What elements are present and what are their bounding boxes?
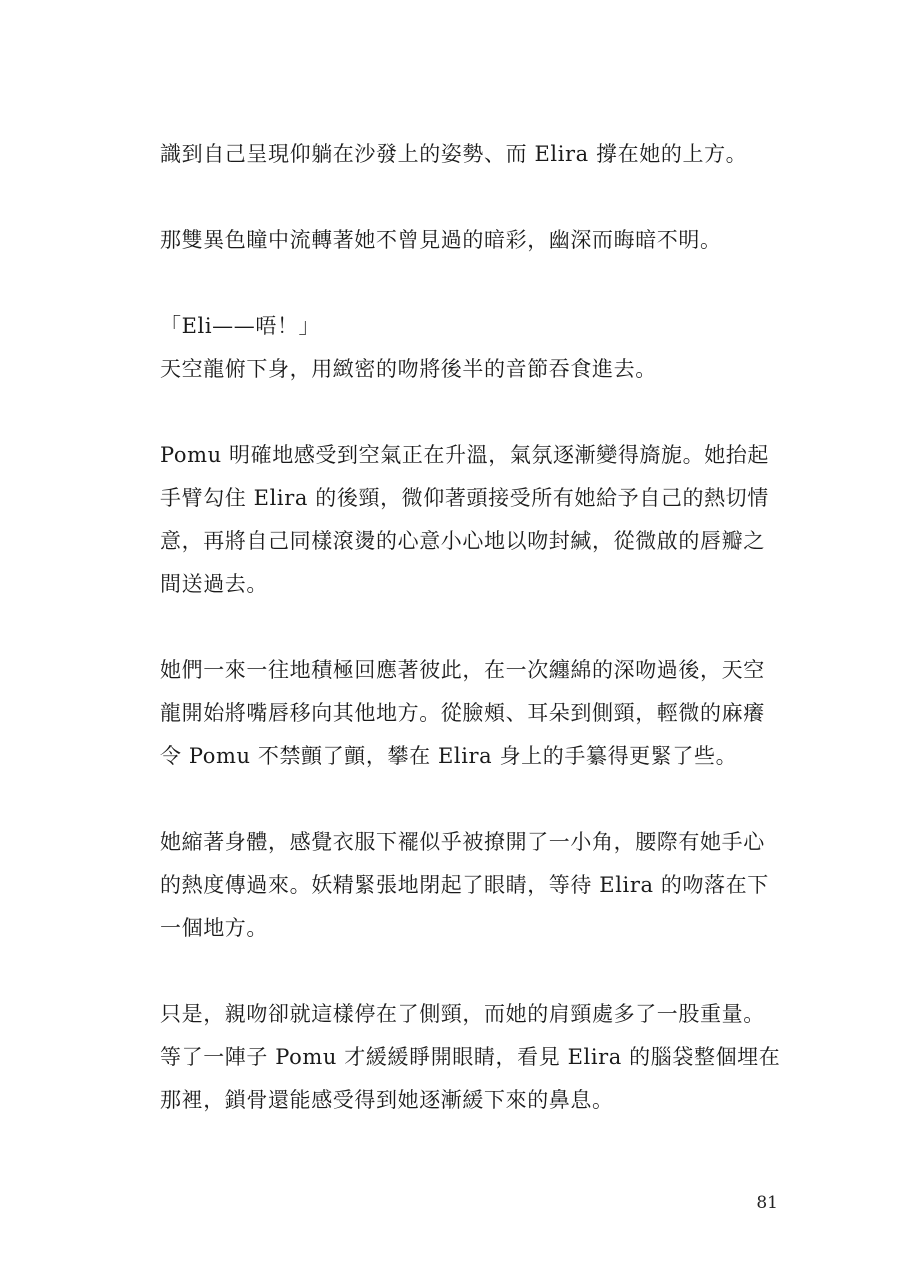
text-line: 「Eli——唔！」 [160,314,321,338]
text-line: 識到自己呈現仰躺在沙發上的姿勢、而 Elira 撐在她的上方。 [160,142,748,166]
text-line: 一個地方。 [160,916,268,940]
text-line: 只是，親吻卻就這樣停在了側頸，而她的肩頸處多了一股重量。 [160,1002,765,1026]
text-line: 的熱度傳過來。妖精緊張地閉起了眼睛，等待 Elira 的吻落在下 [160,873,769,897]
paragraph [160,434,780,606]
text-line: 間送過去。 [160,572,268,596]
text-line: 等了一陣子 Pomu 才緩緩睜開眼睛，看見 Elira 的腦袋整個埋在 [160,1045,781,1069]
text-line: 那雙異色瞳中流轉著她不曾見過的暗彩，幽深而晦暗不明。 [160,228,722,252]
body-text [160,133,780,1165]
text-line: 令 Pomu 不禁顫了顫，攀在 Elira 身上的手纂得更緊了些。 [160,744,738,768]
paragraph [160,133,780,176]
text-line: Pomu 明確地感受到空氣正在升溫，氣氛逐漸變得旖旎。她抬起 [160,443,770,467]
text-line: 天空龍俯下身，用緻密的吻將後半的音節吞食進去。 [160,357,657,381]
text-line: 龍開始將嘴唇移向其他地方。從臉頰、耳朵到側頸，輕微的麻癢 [160,701,765,725]
page-number: 81 [756,1193,778,1213]
text-line: 意，再將自己同樣滾燙的心意小心地以吻封緘，從微啟的唇瓣之 [160,529,765,553]
paragraph [160,649,780,778]
paragraph [160,348,780,391]
text-line: 那裡，鎖骨還能感受得到她逐漸緩下來的鼻息。 [160,1088,614,1112]
dialogue-line [160,305,780,348]
text-line: 她縮著身體，感覺衣服下襬似乎被撩開了一小角，腰際有她手心 [160,830,765,854]
paragraph [160,821,780,950]
text-line: 手臂勾住 Elira 的後頸，微仰著頭接受所有她給予自己的熱切情 [160,486,769,510]
paragraph [160,993,780,1122]
text-line: 她們一來一往地積極回應著彼此，在一次纏綿的深吻過後，天空 [160,658,765,682]
paragraph [160,219,780,262]
